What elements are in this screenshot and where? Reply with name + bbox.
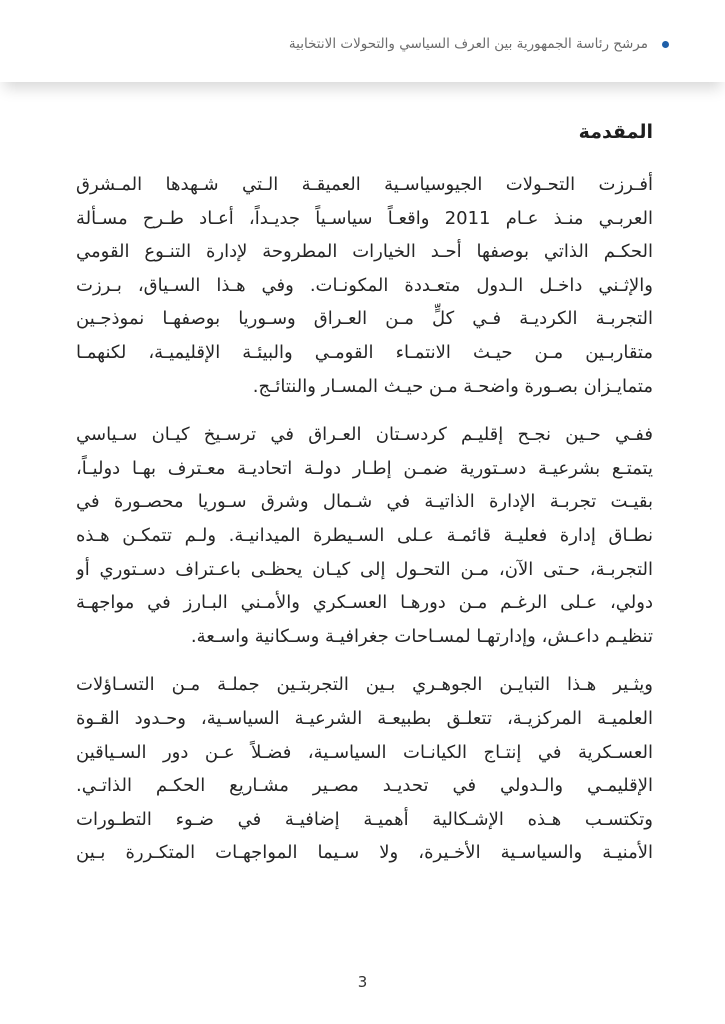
text-line: أفـرزت التحـولات الجيوسياسـية العميقـة الـتي شـهدها المـشرق — [76, 174, 653, 195]
text-line: بقيـت تجربـة الإدارة الذاتيـة في شـمال وشرق سـوريا محصـورة في — [76, 491, 653, 513]
text-line: الحكـم الذاتي بوصفها أحـد الخيارات المطروحة لإدارة التنـوع القومي — [76, 241, 653, 263]
paragraph-2 — [76, 418, 653, 653]
running-header-line — [289, 36, 669, 52]
page-body — [76, 118, 653, 885]
page-number: 3 — [357, 973, 368, 991]
text-line: الأمنيـة والسياسـية الأخـيرة، ولا سـيما المواجهـات المتكـررة بـين — [76, 842, 653, 864]
text-line: الإقليمـي والـدولي في تحديـد مصـير مشـاريع الحكـم الذاتـي. — [76, 775, 653, 797]
section-heading: المقدمة — [578, 121, 653, 143]
paragraph-3 — [76, 668, 653, 870]
text-line: ويثـير هـذا التبايـن الجوهـري بـين التجربتـين جملـة مـن التسـاؤلات — [76, 674, 653, 696]
text-line: العسـكرية في إنتـاج الكيانـات السياسـية، فضـلاً عـن دور السـياقين — [76, 741, 653, 763]
text-line: ففـي حـين نجـح إقليـم كردسـتان العـراق في ترسـيخ كيـان سـياسي — [76, 424, 653, 446]
text-line: دولي، عـلى الرغـم مـن دورهـا العسـكري والأمـني البـارز في مواجهـة — [76, 592, 653, 614]
text-line: التجربـة، حـتى الآن، مـن التحـول إلى كيـان يحظـى باعـتراف دسـتوري أو — [76, 558, 653, 580]
paragraph-1 — [76, 168, 653, 403]
text-line: تنظيـم داعـش، وإدارتهـا لمسـاحات جغرافيـة وسـكانية واسـعة. — [190, 625, 653, 647]
text-line: متمايـزان بصـورة واضحـة مـن حيـث المسـار والنتائـج. — [252, 375, 653, 397]
text-line: نطـاق إدارة فعليـة قائمـة عـلى السـيطرة الميدانيـة. ولـم تتمكـن هـذه — [76, 524, 653, 546]
running-header — [0, 0, 725, 82]
document-title: مرشح رئاسة الجمهورية بين العرف السياسي والتحولات الانتخابية — [288, 36, 648, 52]
text-line: يتمتـع بشرعيـة دسـتورية ضمـن إطـار دولـة اتحاديـة معـترف بهـا دوليـاً، — [76, 457, 653, 479]
text-line: التجربـة الكرديـة فـي كلٍّ مـن العـراق وسـوريا بوصفهـا نموذجـين — [76, 308, 653, 330]
bullet-dot-icon — [662, 41, 669, 48]
text-line: العلميـة المركزيـة، تتعلـق بطبيعـة الشرعيـة السياسـية، وحـدود القـوة — [76, 707, 653, 729]
text-line: وتكتسـب هـذه الإشـكالية أهميـة إضافيـة في ضـوء التطـورات — [76, 808, 653, 830]
text-line: والإثـني داخـل الـدول متعـددة المكونـات. وفي هـذا السـياق، بـرزت — [76, 274, 653, 296]
text-line: متقاربـين مـن حيـث الانتمـاء القومـي والبيئـة الإقليميـة، لكنهمـا — [76, 341, 653, 363]
text-line: العربـي منـذ عـام 2011 واقعـاً سياسـياً جديـداً، أعـاد طـرح مسـألة — [76, 207, 653, 229]
